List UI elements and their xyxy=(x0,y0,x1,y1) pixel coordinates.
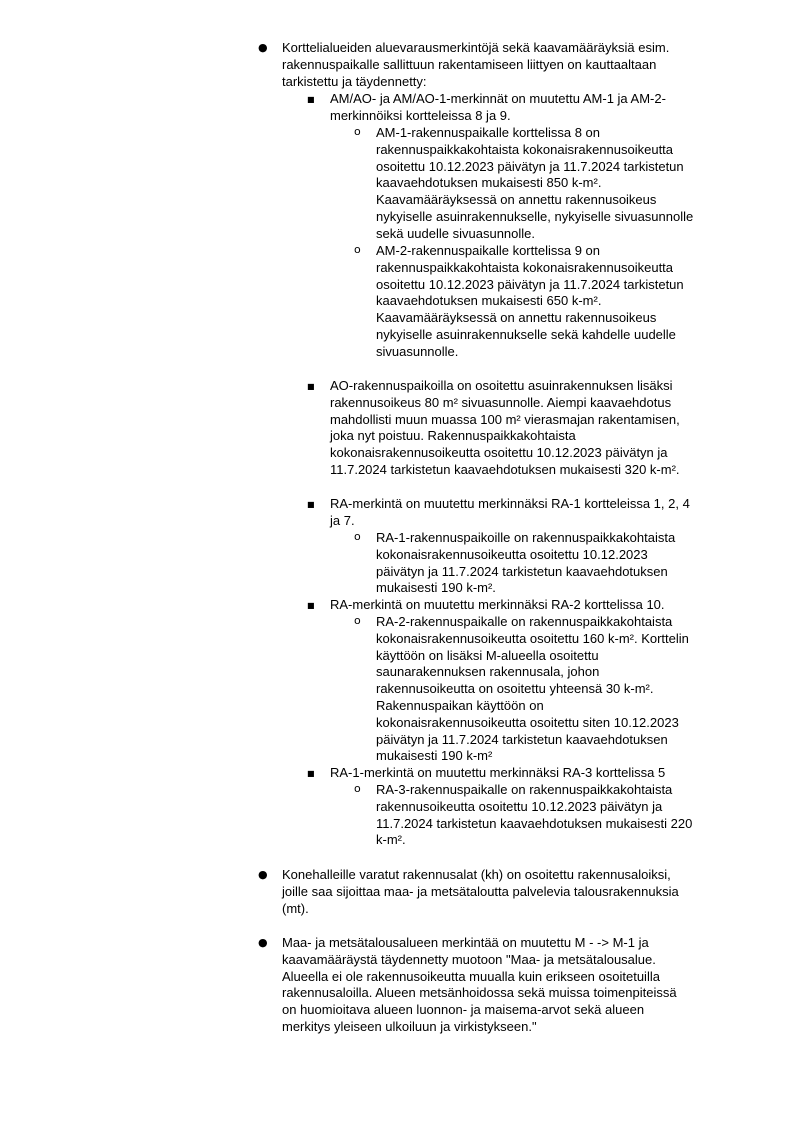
text-line: RA-1-rakennuspaikoille on rakennuspaikkakohtaista xyxy=(376,530,676,545)
text-line: Korttelialueiden aluevarausmerkintöjä sekä kaavamääräyksiä esim. xyxy=(282,40,670,55)
text-line: rakennuspaikkakohtaista kokonaisrakennusoikeutta xyxy=(376,259,674,275)
text-line: rakennuspaikalle sallittuun rakentamiseen liittyen on kauttaaltaan xyxy=(282,56,657,72)
list-bullet-level-1: ● xyxy=(258,41,268,54)
text-line: kaavaehdotuksen mukaisesti 650 k-m². xyxy=(376,293,602,309)
text-line: Konehalleille varatut rakennusalat (kh) on osoitettu rakennusaloiksi, xyxy=(282,867,671,882)
list-bullet-level-3: o xyxy=(354,243,361,256)
text-line: RA-merkintä on muutettu merkinnäksi RA-1 kortteleissa 1, 2, 4 xyxy=(330,496,690,511)
text-line: saunarakennuksen rakennusala, johon xyxy=(376,664,600,680)
text-line: kokonaisrakennusoikeutta osoitettu 10.12.2023 päivätyn ja xyxy=(330,445,668,461)
text-line: AM/AO- ja AM/AO-1-merkinnät on muutettu AM-1 ja AM-2- xyxy=(330,91,666,106)
text-line: osoitettu 10.12.2023 päivätyn ja 11.7.2024 tarkistetun xyxy=(376,276,684,292)
text-line: k-m². xyxy=(376,832,406,848)
text-line: kokonaisrakennusoikeutta osoitettu 10.12.2023 xyxy=(376,546,648,562)
text-line: rakennusaloilla. Alueen metsänhoidossa sekä muissa toimenpiteissä xyxy=(282,985,677,1001)
list-bullet-level-2: ■ xyxy=(307,95,315,104)
text-line: rakennusoikeutta osoitettu 10.12.2023 päivätyn ja xyxy=(376,798,663,814)
text-line: RA-1-merkintä on muutettu merkinnäksi RA-3 korttelissa 5 xyxy=(330,765,666,780)
text-line: kaavaehdotuksen mukaisesti 850 k-m². xyxy=(376,175,602,191)
text-line: Kaavamääräyksessä on annettu rakennusoikeus xyxy=(376,310,657,326)
text-line: sekä uudelle sivuasunnolle. xyxy=(376,225,535,241)
list-bullet-level-3: o xyxy=(354,125,361,138)
list-bullet-level-2: ■ xyxy=(307,500,315,509)
list-item-l1-maa-metsa xyxy=(282,935,677,1036)
text-line: nykyiselle asuinrakennukselle, nykyiselle sivuasunnolle xyxy=(376,208,694,224)
text-line: 11.7.2024 tarkistetun kaavaehdotuksen mukaisesti 220 xyxy=(376,815,693,831)
text-line: tarkistettu ja täydennetty: xyxy=(282,73,427,89)
text-line: AO-rakennuspaikoilla on osoitettu asuinrakennuksen lisäksi xyxy=(330,378,673,393)
text-line: käyttöön on lisäksi M-alueella osoitettu xyxy=(376,647,599,663)
text-line: rakennuspaikkakohtaista kokonaisrakennusoikeutta xyxy=(376,141,674,157)
list-item-l2-ra-ra2 xyxy=(330,597,665,614)
list-item-l3-ra3 xyxy=(376,782,692,849)
list-item-l2-am-ao xyxy=(330,91,666,125)
list-bullet-level-3: o xyxy=(354,782,361,795)
text-line: merkitys yleiseen ulkoiluun ja virkistykseen." xyxy=(282,1018,537,1034)
list-item-l3-am2 xyxy=(376,243,684,361)
text-line: rakennusoikeutta on osoitettu yhteensä 30 k-m². xyxy=(376,681,654,697)
list-item-l2-ra1-ra3 xyxy=(330,765,665,782)
text-line: joille saa sijoittaa maa- ja metsätaloutta palvelevia talousrakennuksia xyxy=(282,883,679,899)
text-line: mukaisesti 190 k-m². xyxy=(376,580,496,596)
list-item-l3-ra1 xyxy=(376,530,675,597)
list-item-l3-am1 xyxy=(376,125,693,243)
text-line: joka nyt poistuu. Rakennuspaikkakohtaista xyxy=(330,428,576,444)
text-line: AM-2-rakennuspaikalle korttelissa 9 on xyxy=(376,243,600,258)
text-line: päivätyn ja 11.7.2024 tarkistetun kaavaehdotuksen xyxy=(376,731,668,747)
text-line: päivätyn ja 11.7.2024 tarkistetun kaavaehdotuksen xyxy=(376,563,668,579)
text-line: on huomioitava alueen luonnon- ja maisema-arvot sekä alueen xyxy=(282,1002,645,1018)
text-line: kokonaisrakennusoikeutta osoitettu siten 10.12.2023 xyxy=(376,714,679,730)
text-line: RA-2-rakennuspaikalle on rakennuspaikkakohtaista xyxy=(376,614,673,629)
text-line: kaavamääräystä täydennetty muotoon "Maa- ja metsätalousalue. xyxy=(282,951,656,967)
text-line: kokonaisrakennusoikeutta osoitettu 160 k-m². Korttelin xyxy=(376,630,689,646)
text-line: nykyiselle asuinrakennukselle sekä kahdelle uudelle xyxy=(376,326,676,342)
text-line: RA-3-rakennuspaikalle on rakennuspaikkakohtaista xyxy=(376,782,673,797)
list-item-l2-ra-ra1 xyxy=(330,496,690,530)
text-line: osoitettu 10.12.2023 päivätyn ja 11.7.2024 tarkistetun xyxy=(376,158,684,174)
text-line: Kaavamääräyksessä on annettu rakennusoikeus xyxy=(376,192,657,208)
text-line: rakennusoikeus 80 m² sivuasunnolle. Aiempi kaavaehdotus xyxy=(330,394,672,410)
list-bullet-level-2: ■ xyxy=(307,769,315,778)
list-item-l1-intro xyxy=(282,40,669,90)
list-bullet-level-3: o xyxy=(354,614,361,627)
text-line: Alueella ei ole rakennusoikeutta muualla kuin erikseen osoitetuilla xyxy=(282,968,660,984)
list-bullet-level-2: ■ xyxy=(307,382,315,391)
text-line: 11.7.2024 tarkistetun kaavaehdotuksen mukaisesti 320 k-m². xyxy=(330,461,680,477)
text-line: RA-merkintä on muutettu merkinnäksi RA-2 korttelissa 10. xyxy=(330,597,665,612)
list-item-l1-konehalli xyxy=(282,867,679,917)
list-bullet-level-2: ■ xyxy=(307,601,315,610)
text-line: AM-1-rakennuspaikalle korttelissa 8 on xyxy=(376,125,600,140)
list-bullet-level-3: o xyxy=(354,530,361,543)
text-line: mahdollisti muun muassa 100 m² vierasmajan rakentamisen, xyxy=(330,411,680,427)
text-line: merkinnöiksi kortteleissa 8 ja 9. xyxy=(330,107,511,123)
list-bullet-level-1: ● xyxy=(258,936,268,949)
text-line: Maa- ja metsätalousalueen merkintää on muutettu M - -> M-1 ja xyxy=(282,935,649,950)
text-line: (mt). xyxy=(282,900,309,916)
text-line: mukaisesti 190 k-m² xyxy=(376,748,493,764)
list-bullet-level-1: ● xyxy=(258,868,268,881)
text-line: sivuasunnolle. xyxy=(376,343,459,359)
text-line: Rakennuspaikan käyttöön on xyxy=(376,697,544,713)
text-line: ja 7. xyxy=(330,512,355,528)
list-item-l2-ao xyxy=(330,378,680,479)
list-item-l3-ra2 xyxy=(376,614,689,765)
